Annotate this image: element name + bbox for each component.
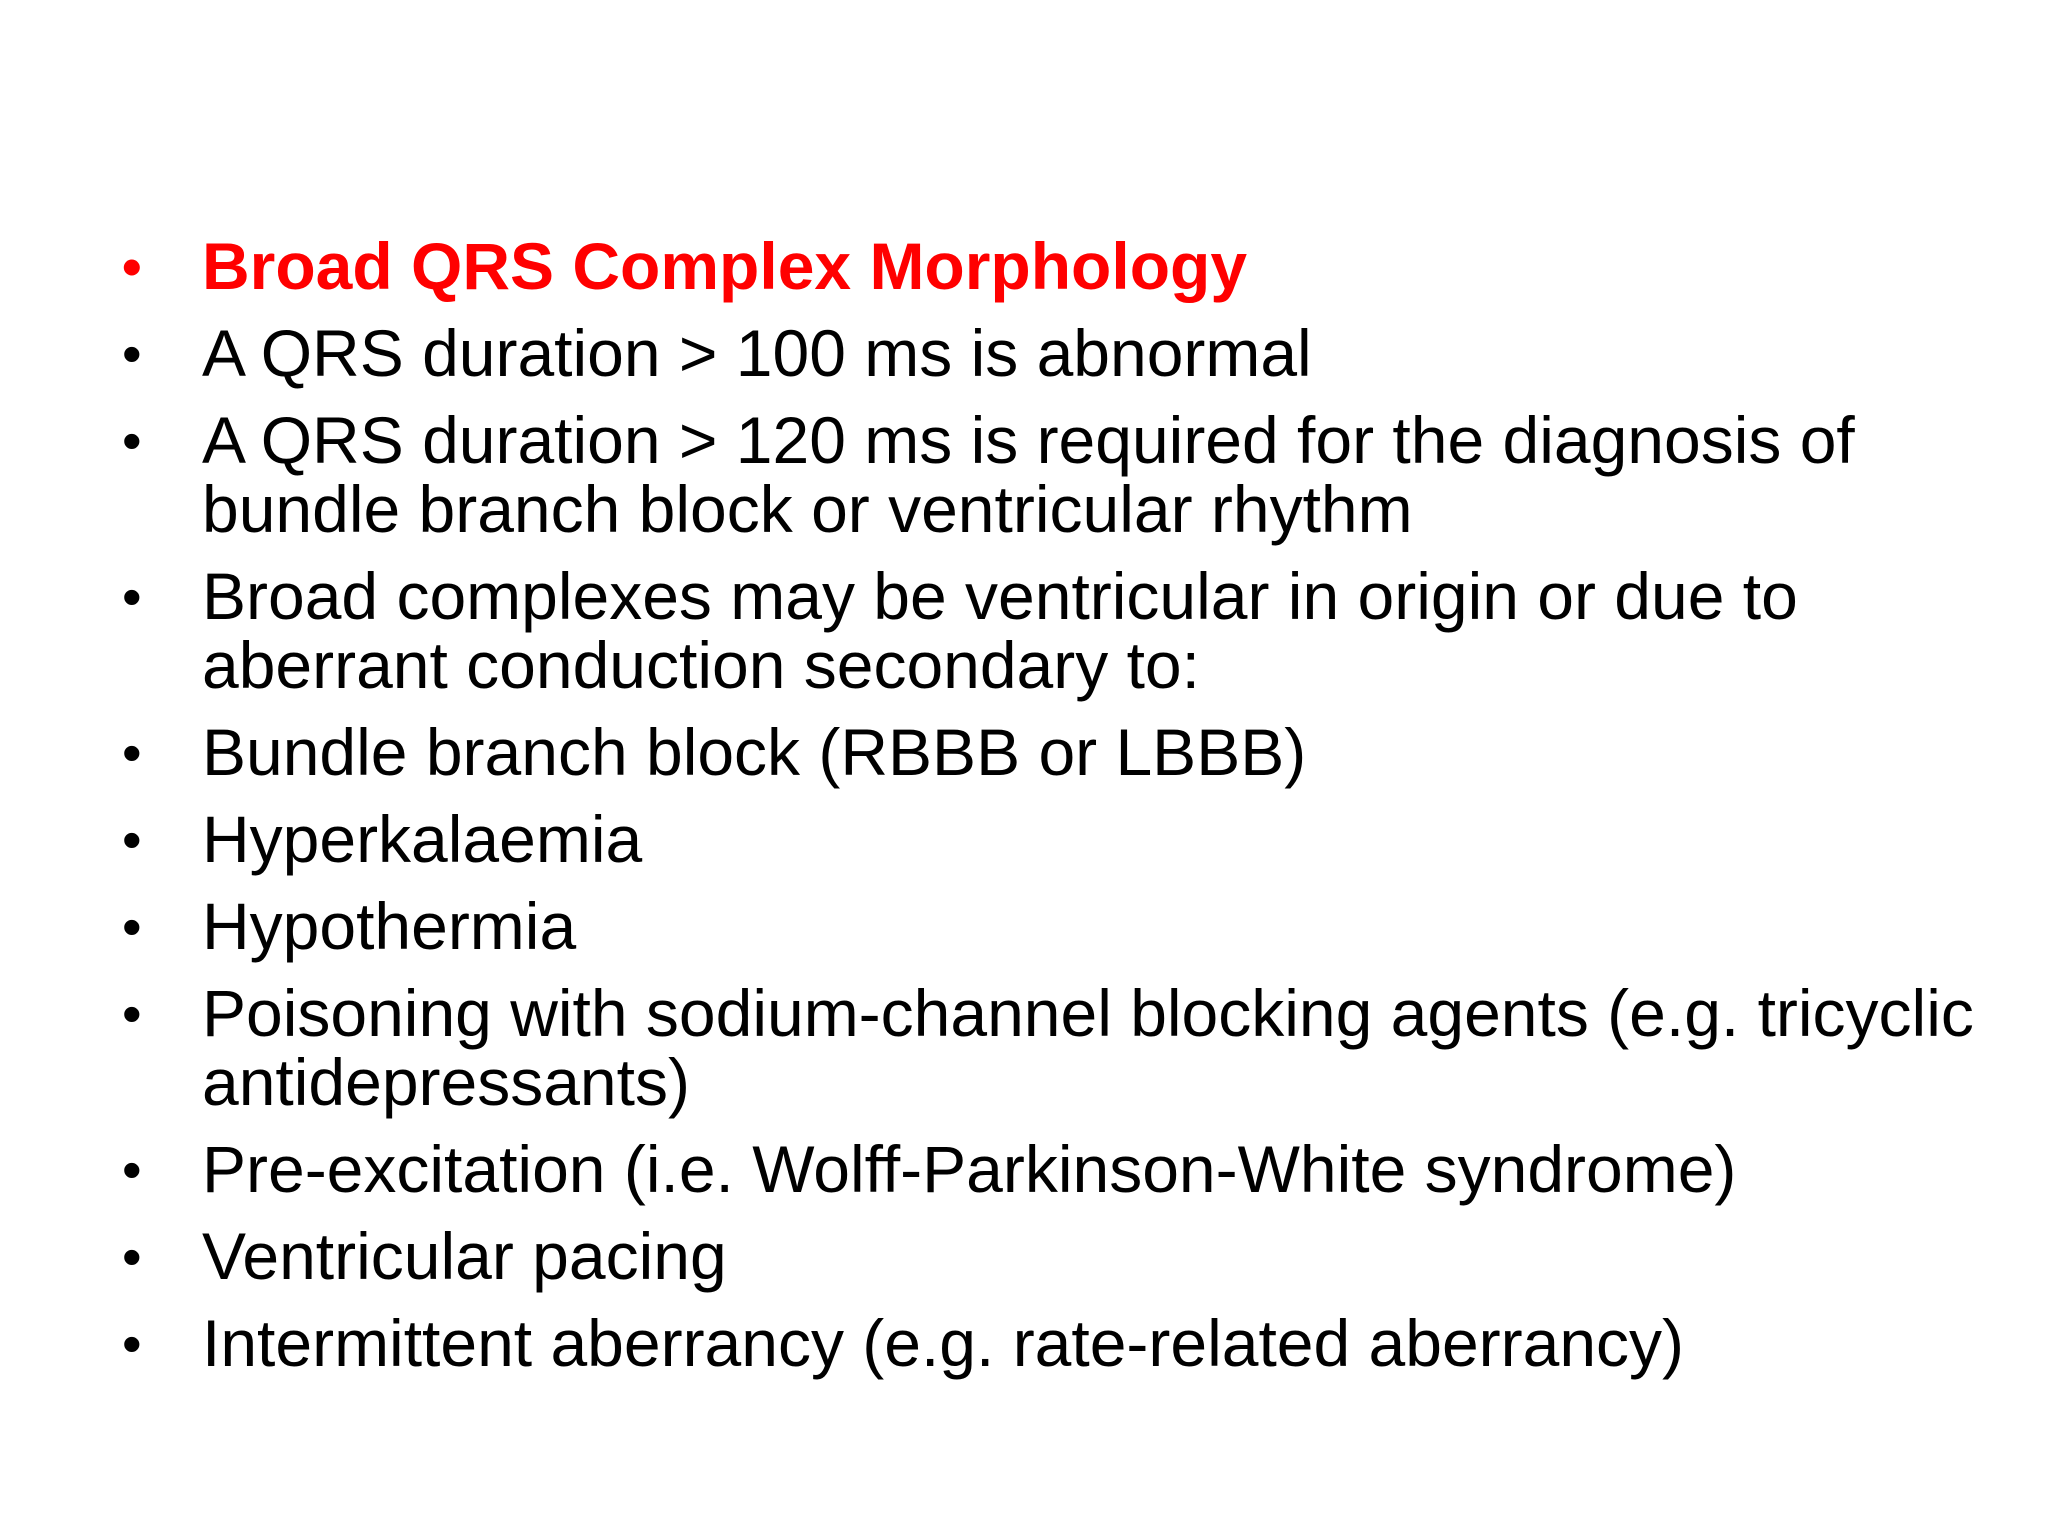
heading-text: Broad QRS Complex Morphology: [202, 229, 1248, 303]
list-item: [122, 889, 2002, 963]
bullet-icon: •: [122, 409, 142, 472]
list-item-text: A QRS duration > 120 ms is required for the diagnosis of bundle branch block or ventricular rhythm: [202, 403, 1855, 546]
list-item: [122, 559, 2002, 702]
bullet-icon: •: [122, 895, 142, 958]
list-item-text: Hyperkalaemia: [202, 802, 643, 876]
bullet-icon: •: [122, 982, 142, 1045]
bullet-icon: •: [122, 808, 142, 871]
list-item-text: Intermittent aberrancy (e.g. rate-related aberrancy): [202, 1306, 1685, 1380]
list-item: [122, 1132, 2002, 1206]
list-item-text: Poisoning with sodium-channel blocking agents (e.g. tricyclic antidepressants): [202, 976, 1974, 1119]
bullet-icon: •: [122, 565, 142, 628]
bullet-icon: •: [122, 1138, 142, 1201]
list-item: [122, 1219, 2002, 1293]
bullet-icon: •: [122, 1225, 142, 1288]
list-item-text: Ventricular pacing: [202, 1219, 727, 1293]
list-item-text: Pre-excitation (i.e. Wolff-Parkinson-White syndrome): [202, 1132, 1737, 1206]
bullet-icon: •: [122, 235, 142, 298]
list-item-text: Hypothermia: [202, 889, 577, 963]
bullet-list: [122, 229, 2002, 1396]
bullet-icon: •: [122, 1312, 142, 1375]
list-item: [122, 976, 2002, 1119]
bullet-icon: •: [122, 322, 142, 385]
list-item-text: A QRS duration > 100 ms is abnormal: [202, 316, 1312, 390]
list-item: [122, 802, 2002, 876]
list-item: [122, 1306, 2002, 1380]
list-item-heading: [122, 229, 2002, 303]
list-item: [122, 316, 2002, 390]
list-item: [122, 403, 2002, 546]
list-item-text: Broad complexes may be ventricular in origin or due to aberrant conduction secondary to:: [202, 559, 1798, 702]
list-item: [122, 715, 2002, 789]
list-item-text: Bundle branch block (RBBB or LBBB): [202, 715, 1307, 789]
bullet-icon: •: [122, 721, 142, 784]
